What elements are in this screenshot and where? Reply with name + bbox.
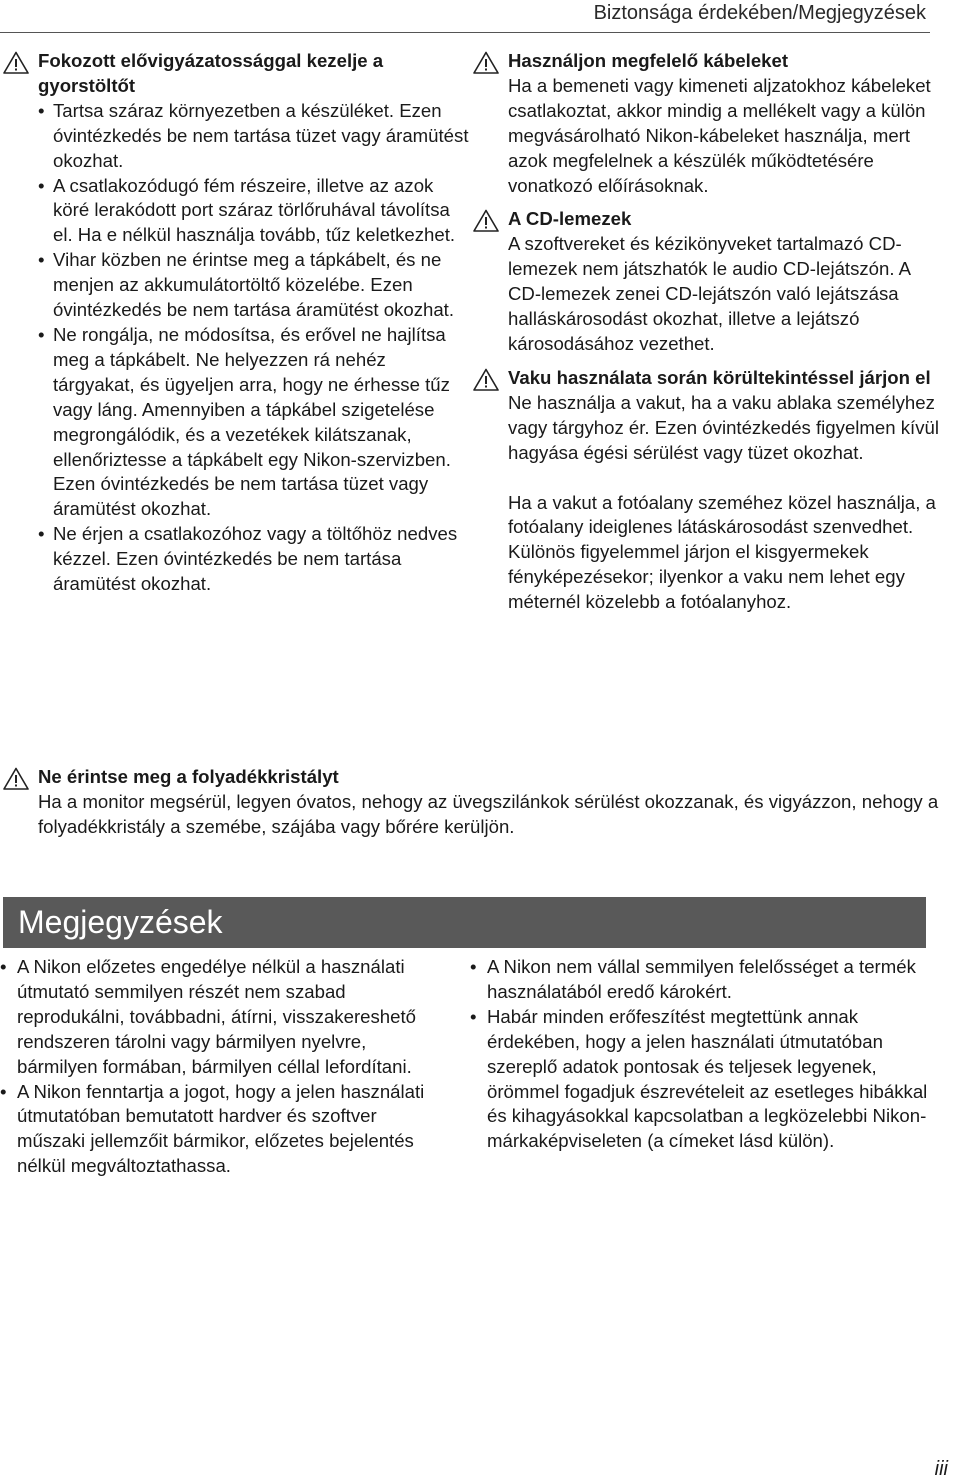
- notes-right-column: [470, 955, 930, 1154]
- warning-text: Ha a monitor megsérül, legyen óvatos, nehogy az üvegszilánkok sérülést okozzanak, és vigyázzon, nehogy a folyadékkristály a szemébe, szájába vagy bőrére kerüljön.: [38, 790, 939, 837]
- left-column: [0, 49, 470, 597]
- warning-text: A szoftvereket és kézikönyveket tartalmazó CD-lemezek nem játszhatók le audio CD-lejátszón. A CD-lemezek zenei CD-lejátszón való lejátszása halláskárosodást okozhat, illetve a lejátszó károsodásához vezethet.: [508, 233, 911, 354]
- notes-left-column: [0, 955, 450, 1179]
- list-item: • Ne érjen a csatlakozóhoz vagy a töltőhöz nedves kézzel. Ezen óvintézkedés be nem tartása áramütést okozhat.: [38, 522, 470, 597]
- warning-title: Ne érintse meg a folyadékkristályt: [38, 766, 339, 787]
- list-item: • A Nikon előzetes engedélye nélkül a használati útmutató semmilyen részét nem szabad reprodukálni, továbbadni, átírni, visszakereshető rendszeren tárolni vagy bármilyen nyelvre, bármilyen formában, bármilyen céllal lefordítani.: [0, 955, 450, 1080]
- list-item: • A Nikon fenntartja a jogot, hogy a jelen használati útmutatóban bemutatott hardver és szoftver műszaki jellemzőit bármikor, előzetes bejelentés nélkül megváltoztathassa.: [0, 1080, 450, 1180]
- notes-title: Megjegyzések: [18, 904, 223, 940]
- list-item: • Habár minden erőfeszítést megtettünk annak érdekében, hogy a jelen használati útmutatóban szereplő adatok pontosak és teljesek legyenek, örömmel fogadjuk észrevételeit az esetleges hibákkal és kihagyásokkal kapcsolatban a legközelebbi Nikon-márkaképviseleten (a címeket lásd külön).: [470, 1005, 930, 1154]
- bullet-list: [470, 955, 930, 1154]
- bullet-list: [38, 99, 470, 597]
- list-item: • Ne rongálja, ne módosítsa, és erővel ne hajlítsa meg a tápkábelt. Ne helyezzen rá nehéz tárgyakat, és ügyeljen arra, hogy ne érhesse tűz vagy láng. Amennyiben a tápkábel szigetelése megrongálódik, és a vezetékek kilátszanak, ellenőriztesse a tápkábelt egy Nikon-szervizben. Ezen óvintézkedés be nem tartása tüzet vagy áramütést okozhat.: [38, 323, 470, 522]
- list-item: • A csatlakozódugó fém részeire, illetve az azok köré lerakódott port száraz törlőruhával távolítsa el. Ha e nélkül használja tovább, tűz keletkezhet.: [38, 174, 470, 249]
- warning-title: Fokozott elővigyázatossággal kezelje a gyorstöltőt: [38, 50, 384, 96]
- warning-triangle-icon: [3, 767, 29, 790]
- warning-title: Használjon megfelelő kábeleket: [508, 50, 789, 71]
- warning-text: Ha a vakut a fotóalany szeméhez közel használja, a fotóalany ideiglenes látáskárosodást szenvedhet. Különös figyelemmel járjon el kisgyermekek fényképezésekor; ilyenkor a vaku nem lehet egy méternél közelebb a fotóalanyhoz.: [508, 491, 936, 613]
- section-title: Biztonsága érdekében/Megjegyzések: [593, 2, 926, 24]
- notes-header: [3, 897, 926, 948]
- lcd-warning: [0, 765, 960, 840]
- list-item: • Vihar közben ne érintse meg a tápkábelt, és ne menjen az akkumulátortöltő közelébe. Ezen óvintézkedés be nem tartása áramütést okozhat.: [38, 248, 470, 323]
- cd-warning: [470, 207, 940, 356]
- list-item: • Tartsa száraz környezetben a készüléket. Ezen óvintézkedés be nem tartása tüzet vagy áramütést okozhat.: [38, 99, 470, 174]
- warning-text: Ha a bemeneti vagy kimeneti aljzatokhoz kábeleket csatlakoztat, akkor mindig a mellékelt vagy a külön megvásárolható Nikon-kábeleket használja, mert azok megfelelnek a készülék működtetésére vonatkozó előírásoknak.: [508, 74, 931, 196]
- warning-triangle-icon: [473, 51, 499, 74]
- list-item: • A Nikon nem vállal semmilyen felelősséget a termék használatából eredő károkért.: [470, 955, 930, 1005]
- warning-text: Ne használja a vakut, ha a vaku ablaka személyhez vagy tárgyhoz ér. Ezen óvintézkedés figyelmen kívül hagyása égési sérülést vagy tüzet okozhat.: [508, 391, 939, 463]
- header-divider: [0, 32, 930, 33]
- warning-title: Vaku használata során körültekintéssel járjon el: [508, 366, 931, 388]
- bullet-list: [0, 955, 450, 1179]
- charger-warning: [0, 49, 470, 597]
- warning-title: A CD-lemezek: [508, 208, 632, 230]
- warning-triangle-icon: [473, 368, 499, 391]
- cables-warning: [470, 49, 940, 198]
- warning-triangle-icon: [3, 51, 29, 74]
- flash-warning: [470, 366, 940, 615]
- warning-triangle-icon: [473, 209, 499, 232]
- page-number: iii: [934, 1458, 948, 1480]
- right-column: [470, 49, 940, 615]
